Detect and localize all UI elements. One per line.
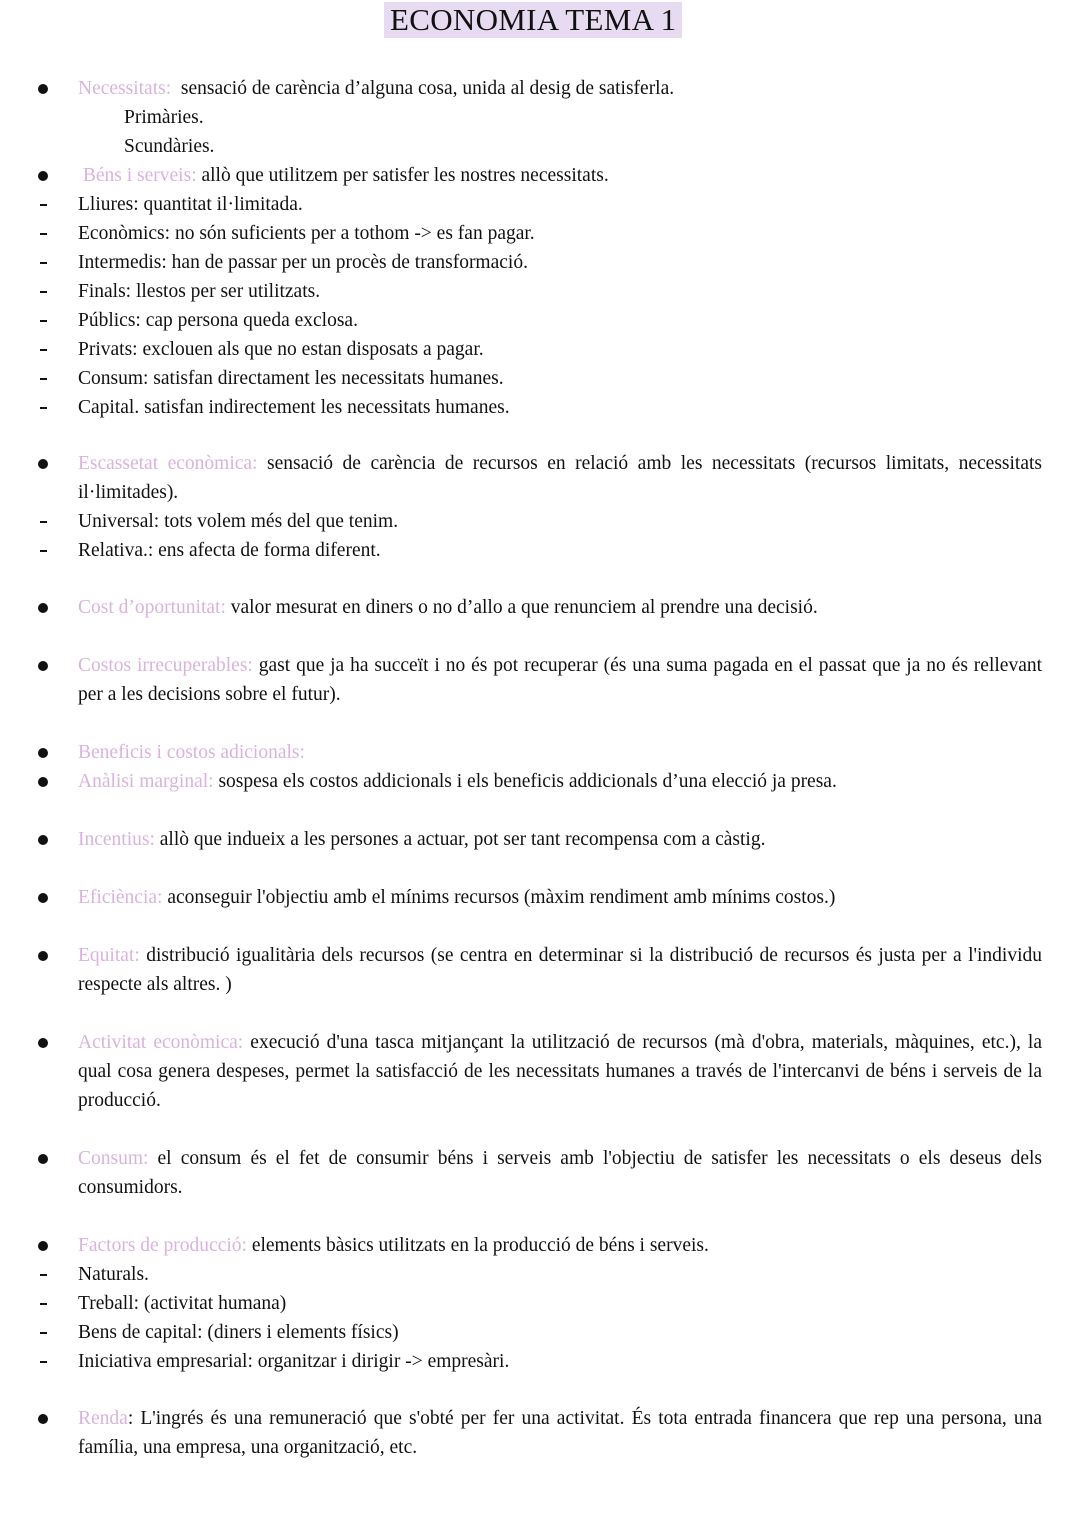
term-renda: Renda: [78, 1408, 128, 1429]
dash: [40, 1303, 47, 1305]
entry-necessitats: [78, 74, 1042, 103]
entry-escassetat: [78, 449, 1042, 507]
list-item: Treball: (activitat humana): [78, 1293, 287, 1314]
term-incentius: Incentius:: [78, 829, 155, 850]
list-item: Intermedis: han de passar per un procès de transformació.: [78, 252, 528, 273]
definition: aconseguir l'objectiu amb el mínims recursos (màxim rendiment amb mínims costos.): [167, 887, 836, 908]
list-item: Relativa.: ens afecta de forma diferent.: [78, 540, 381, 561]
term-analisi: Anàlisi marginal:: [78, 771, 214, 792]
bullet: [38, 171, 48, 181]
dash: [40, 320, 47, 322]
dash: [40, 1332, 47, 1334]
bullet: [38, 1154, 48, 1164]
bullet: [38, 603, 48, 613]
entry-cost: [78, 593, 1042, 622]
bullet: [38, 777, 48, 787]
term-costos-irrecuperables: Costos irrecuperables:: [78, 655, 253, 676]
dash: [40, 349, 47, 351]
definition: valor mesurat en diners o no d’allo a que renunciem al prendre una decisió.: [230, 597, 818, 618]
definition: gast que ja ha succeït i no és pot recuperar (és una suma pagada en el passat que ja no és rellevant per a les decisions sobre el futur).: [78, 655, 1043, 705]
bullet: [38, 1241, 48, 1251]
list-item: Naturals.: [78, 1264, 149, 1285]
entry-equitat: [78, 941, 1042, 999]
list-item: Capital. satisfan indirectement les necessitats humanes.: [78, 397, 510, 418]
entry-beneficis: [78, 738, 1042, 767]
definition: allò que indueix a les persones a actuar, pot ser tant recompensa com a càstig.: [159, 829, 766, 850]
entry-factors: [78, 1231, 1042, 1260]
term-necessitats: Necessitats:: [78, 78, 172, 99]
sub-item: Primàries.: [124, 107, 204, 128]
entry-renda: [78, 1404, 1042, 1462]
term-eficiencia: Eficiència:: [78, 887, 163, 908]
definition: el consum és el fet de consumir béns i serveis amb l'objectiu de satisfer les necessitats o els deseus dels consumidors.: [78, 1148, 1042, 1198]
term-factors: Factors de producció:: [78, 1235, 247, 1256]
definition: distribució igualitària dels recursos (se centra en determinar si la distribució de recursos és justa per a l'individu respecte als altres. ): [78, 945, 1043, 995]
dash: [40, 550, 47, 552]
definition: : L'ingrés és una remuneració que s'obté per fer una activitat. És tota entrada financera que rep una persona, una família, una empresa, una organització, etc.: [78, 1408, 1042, 1458]
list-item: Econòmics: no són suficients per a tothom -> es fan pagar.: [78, 223, 535, 244]
definition: allò que utilitzem per satisfer les nostres necessitats.: [201, 165, 609, 186]
term-consum: Consum:: [78, 1148, 149, 1169]
term-activitat: Activitat econòmica:: [78, 1032, 244, 1053]
entry-consum: [78, 1144, 1042, 1202]
definition: sensació de carència d’alguna cosa, unida al desig de satisferla.: [180, 78, 675, 99]
dash: [40, 378, 47, 380]
dash: [40, 407, 47, 409]
dash: [40, 204, 47, 206]
bullet: [38, 1414, 48, 1424]
bullet: [38, 661, 48, 671]
term-escassetat: Escassetat econòmica:: [78, 453, 258, 474]
term-bens: Béns i serveis:: [82, 165, 197, 186]
dash: [40, 233, 47, 235]
list-item: Consum: satisfan directament les necessitats humanes.: [78, 368, 504, 389]
list-item: Privats: exclouen als que no estan disposats a pagar.: [78, 339, 484, 360]
dash: [40, 521, 47, 523]
bullet: [38, 951, 48, 961]
list-item: Bens de capital: (diners i elements físics): [78, 1322, 399, 1343]
term-equitat: Equitat:: [78, 945, 140, 966]
dash: [40, 262, 47, 264]
list-item: Públics: cap persona queda exclosa.: [78, 310, 358, 331]
dash: [40, 291, 47, 293]
entry-incentius: [78, 825, 1042, 854]
entry-analisi: [78, 767, 1042, 796]
term-beneficis: Beneficis i costos adicionals:: [78, 742, 305, 763]
entry-costos-irrecuperables: [78, 651, 1042, 709]
list-item: Finals: llestos per ser utilitzats.: [78, 281, 321, 302]
list-item: Lliures: quantitat il·limitada.: [78, 194, 303, 215]
entry-bens: [78, 161, 1042, 190]
definition: execució d'una tasca mitjançant la utilització de recursos (mà d'obra, materials, màquines, etc.), la qual cosa genera despeses, permet la satisfacció de les necessitats humanes a través de l'intercanvi de béns i serveis de la producció.: [78, 1032, 1042, 1111]
bullet: [38, 893, 48, 903]
dash: [40, 1361, 47, 1363]
entry-activitat: [78, 1028, 1042, 1115]
bullet: [38, 84, 48, 94]
dash: [40, 1274, 47, 1276]
list-item: Universal: tots volem més del que tenim.: [78, 511, 399, 532]
term-cost: Cost d’oportunitat:: [78, 597, 226, 618]
page-title: ECONOMIA TEMA 1: [384, 2, 682, 38]
bullet: [38, 835, 48, 845]
definition: elements bàsics utilitzats en la producció de béns i serveis.: [251, 1235, 709, 1256]
definition: sospesa els costos addicionals i els beneficis addicionals d’una elecció ja presa.: [218, 771, 837, 792]
bullet: [38, 459, 48, 469]
bullet: [38, 1038, 48, 1048]
definition: sensació de carència de recursos en relació amb les necessitats (recursos limitats, necessitats il·limitades).: [78, 453, 1042, 503]
entry-eficiencia: [78, 883, 1042, 912]
bullet: [38, 748, 48, 758]
list-item: Iniciativa empresarial: organitzar i dirigir -> empresàri.: [78, 1351, 510, 1372]
sub-item: Scundàries.: [124, 136, 215, 157]
